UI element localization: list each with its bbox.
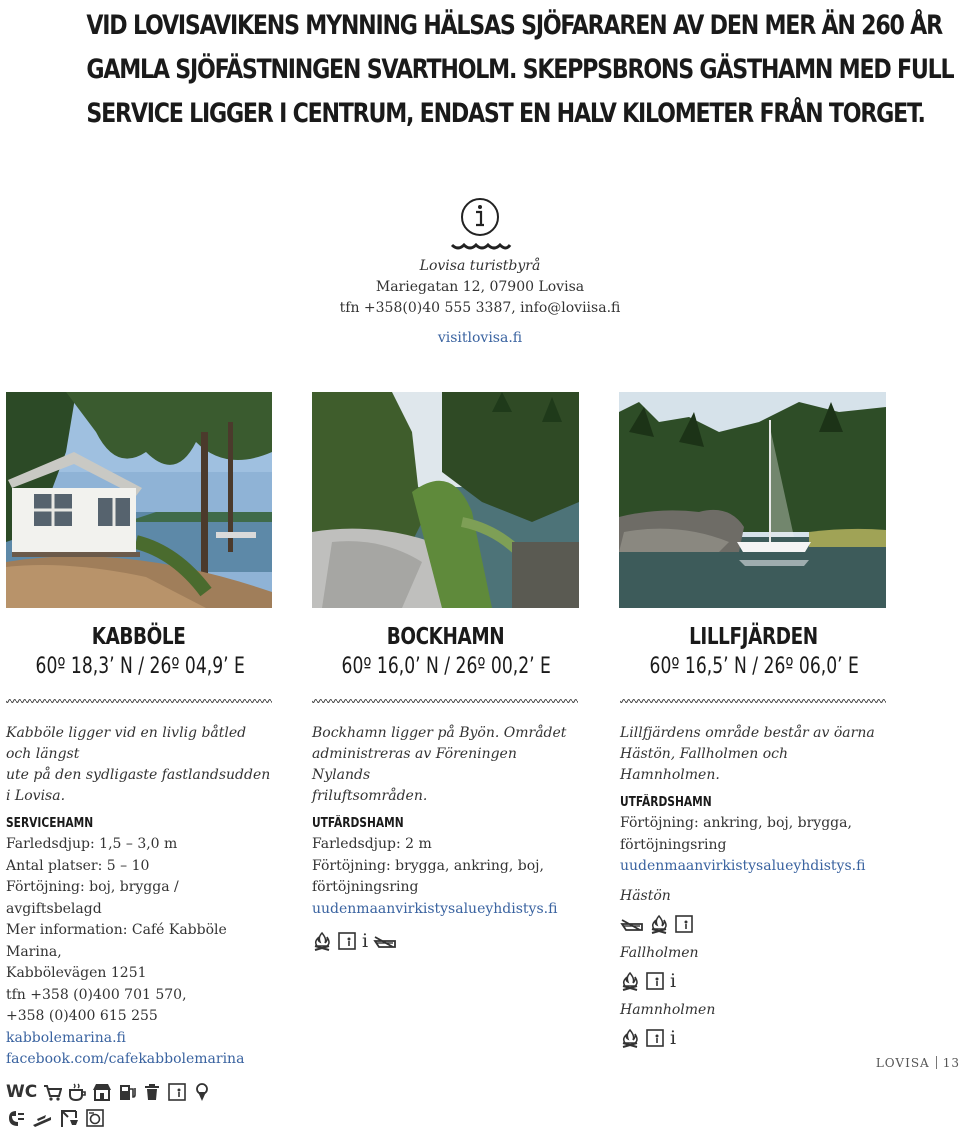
ice-cream-icon [192,1082,212,1102]
fallholmen-icons [620,970,886,992]
info-contact: tfn +358(0)40 555 3387, info@loviisa.fi [339,300,621,316]
kabbole-detail: tfn +358 (0)400 701 570, [6,986,187,1003]
lillfjarden-intro-line: Hästön, Fallholmen och Hamnholmen. [620,746,789,783]
island-hasto-label: Hästön [620,887,671,904]
boat-ramp-icon [31,1108,53,1128]
island-hamnholmen-label: Hamnholmen [620,1001,716,1018]
bockhamn-intro-line: friluftsområden. [312,788,428,804]
hasto-icons [620,913,886,935]
crane-icon [58,1108,80,1128]
headline-line-3: SERVICE LIGGER I CENTRUM, ENDAST EN HALV KILOMETER FRÅN TORGET. [86,98,925,129]
lillfjarden-section-heading: UTFÄRDSHAMN [620,795,712,810]
island-fallholmen-label: Fallholmen [620,944,699,961]
wave-divider [620,699,886,705]
bockhamn-website-link[interactable]: uudenmaanvirkistysalueyhdistys.fi [312,900,558,917]
bockhamn-coordinates: 60º 16,0’ N / 26º 00,2’ E [341,654,551,679]
lillfjarden-column [620,622,886,1049]
toilet-icon [645,971,665,991]
lillfjarden-detail: förtöjningsring [620,836,727,853]
washing-machine-icon [85,1108,105,1128]
bockhamn-section-heading: UTFÄRDSHAMN [312,816,404,831]
trash-bin-icon [142,1082,162,1102]
kabbole-detail: Kabbölevägen 1251 [6,965,147,981]
sauna-icon [167,1082,187,1102]
toilet-icon [337,931,357,951]
wave-divider [6,699,272,705]
headline [0,4,960,136]
lillfjarden-photo [619,392,886,608]
kabbole-service-icons-row2 [6,1107,272,1129]
lillfjarden-coordinates: 60º 16,5’ N / 26º 06,0’ E [649,654,859,679]
headline-line-1: VID LOVISAVIKENS MYNNING HÄLSAS SJÖFARAREN AV DEN MER ÄN 260 ÅR [86,10,942,41]
kabbole-intro-line: ute på den sydligaste fastlandsudden i Lovisa. [6,767,271,804]
lillfjarden-intro [620,723,886,786]
page-number: 13 [942,1056,960,1070]
fuel-pump-icon [117,1082,137,1102]
kabbole-intro [6,723,272,807]
info-icon: i [670,1026,677,1049]
kabbole-detail: Antal platser: 5 – 10 [6,857,150,874]
waste-icon [373,931,397,951]
shopping-cart-icon [42,1082,62,1102]
bockhamn-photo [312,392,579,608]
bockhamn-title: BOCKHAMN [386,624,504,650]
kabbole-service-icons-row1 [6,1081,272,1103]
campfire-icon [312,931,332,951]
bockhamn-column [312,622,578,952]
kabbole-section-heading: SERVICEHAMN [6,816,94,831]
info-icon: i [670,969,677,992]
info-wave-icon [448,196,512,256]
bockhamn-intro-line: administreras av Föreningen Nylands [312,746,517,783]
bockhamn-detail: Förtöjning: brygga, ankring, boj, [312,857,544,874]
lillfjarden-intro-line: Lillfjärdens område består av öarna [620,725,875,741]
campfire-icon [649,914,669,934]
kabbole-detail: Förtöjning: boj, brygga / avgiftsbelagd [6,879,179,917]
kabbole-website-link[interactable]: kabbolemarina.fi [6,1029,126,1046]
waste-icon [620,914,644,934]
wc-icon: WC [6,1081,38,1102]
info-address: Mariegatan 12, 07900 Lovisa [375,279,585,295]
wave-divider [312,699,578,705]
toilet-icon [674,914,694,934]
kabbole-facebook-link[interactable]: facebook.com/cafekabbolemarina [6,1051,245,1067]
headline-line-2: GAMLA SJÖFÄSTNINGEN SVARTHOLM. SKEPPSBRONS GÄSTHAMN MED FULL [86,54,954,85]
footer-place: LOVISA [875,1056,930,1070]
campfire-icon [620,971,640,991]
lillfjarden-detail: Förtöjning: ankring, boj, brygga, [620,815,852,831]
tourist-info [0,196,960,349]
kabbole-photo [6,392,272,608]
coffee-cup-icon [67,1082,87,1102]
kabbole-title: KABBÖLE [92,624,186,650]
hamnholmen-icons [620,1027,886,1049]
info-website-link[interactable]: visitlovisa.fi [437,330,523,346]
lillfjarden-website-link[interactable]: uudenmaanvirkistysalueyhdistys.fi [620,858,866,874]
kabbole-detail: Mer information: Café Kabböle Marina, [6,922,227,960]
bockhamn-service-icons [312,930,578,952]
campfire-icon [620,1028,640,1048]
lillfjarden-title: LILLFJÄRDEN [688,624,818,650]
bockhamn-intro [312,723,578,807]
kabbole-column [6,622,272,1129]
info-icon: i [362,930,369,952]
footer-divider [936,1056,937,1069]
kabbole-detail: +358 (0)400 615 255 [6,1008,158,1024]
kabbole-intro-line: Kabböle ligger vid en livlig båtled och längst [6,725,247,762]
kabbole-detail: Farledsdjup: 1,5 – 3,0 m [6,836,178,852]
electricity-plug-icon [6,1108,26,1128]
info-office-name: Lovisa turistbyrå [419,258,541,274]
toilet-icon [645,1028,665,1048]
bockhamn-detail: förtöjningsring [312,879,419,895]
kiosk-icon [92,1082,112,1102]
kabbole-coordinates: 60º 18,3’ N / 26º 04,9’ E [35,654,245,679]
bockhamn-intro-line: Bockhamn ligger på Byön. Området [312,725,567,741]
page-footer [876,1056,960,1070]
bockhamn-detail: Farledsdjup: 2 m [312,836,432,852]
